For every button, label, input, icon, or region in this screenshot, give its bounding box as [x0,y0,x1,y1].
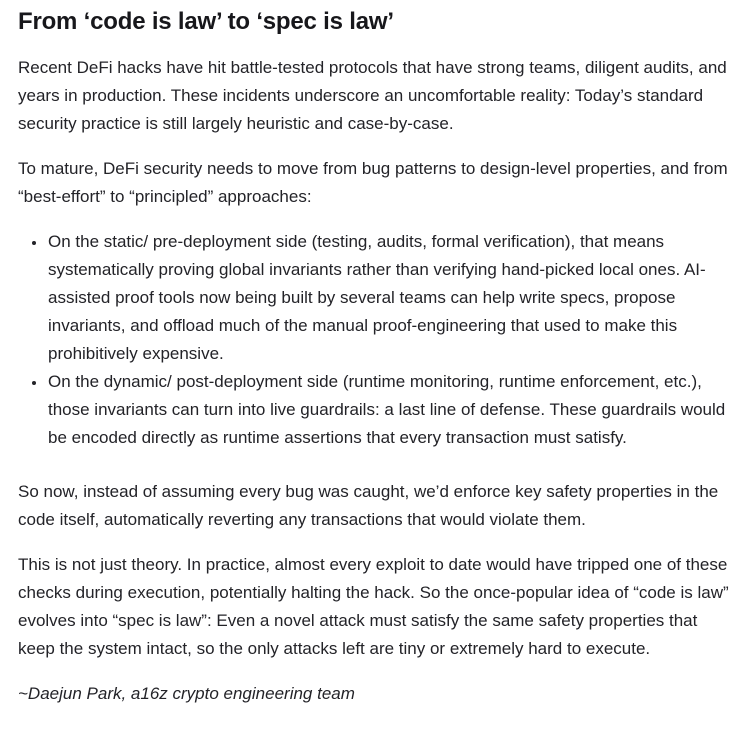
page-title: From ‘code is law’ to ‘spec is law’ [18,8,394,35]
paragraph-to-mature: To mature, DeFi security needs to move from bug patterns to design-level properties, and from “best-effort” to “principled” approaches: [18,159,728,206]
list-item-dynamic-side: • On the dynamic/ post-deployment side (runtime monitoring, runtime enforcement, etc.), those invariants can turn into live guardrails: a last line of defense. These guardrails would be encoded directly as runtime assertions that every transaction must satisfy. [47,368,732,452]
approach-list [18,228,732,452]
paragraph-not-just-theory: This is not just theory. In practice, almost every exploit to date would have tripped one of these checks during execution, potentially halting the hack. So the once-popular idea of “code is law” evolves into “spec is law”: Even a novel attack must satisfy the same safety properties that keep the system intact, so the only attacks left are tiny or extremely hard to execute. [18,555,729,658]
list-item-static-side: • On the static/ pre-deployment side (testing, audits, formal verification), that means systematically proving global invariants rather than verifying hand-picked local ones. AI-assisted proof tools now being built by several teams can help write specs, propose invariants, and offload much of the manual proof-engineering that used to make this prohibitively expensive. [47,228,732,368]
paragraph-so-now: So now, instead of assuming every bug was caught, we’d enforce key safety properties in the code itself, automatically reverting any transactions that would violate them. [18,482,719,529]
paragraph-recent-hacks: Recent DeFi hacks have hit battle-tested protocols that have strong teams, diligent audits, and years in production. These incidents underscore an uncomfortable reality: Today’s standard security practice is still largely heuristic and case-by-case. [18,58,727,133]
attribution: ~Daejun Park, a16z crypto engineering team [18,684,355,703]
